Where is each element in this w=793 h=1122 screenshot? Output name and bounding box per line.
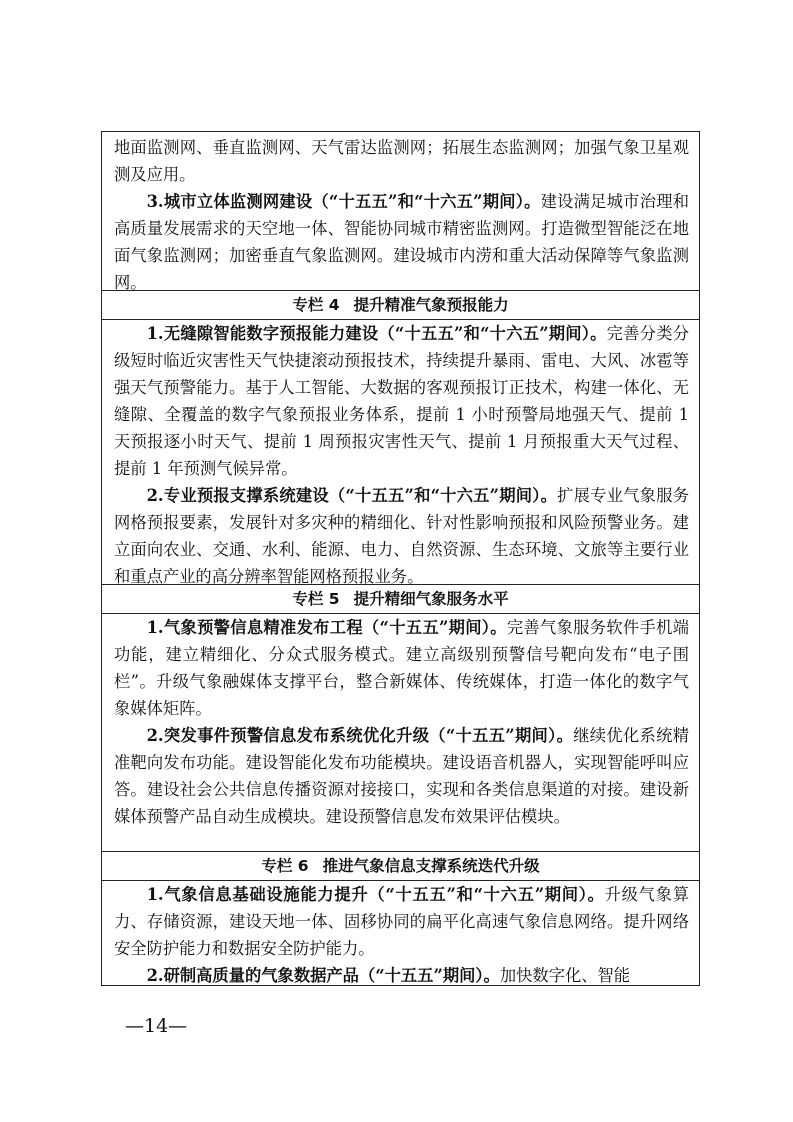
item-text: 完善分类分级短时临近灾害性天气快捷滚动预报技术，持续提升暴雨、雷电、大风、冰雹等强天气预警能力。基于人工智能、大数据的客观预报订正技术，构建一体化、无缝隙、全覆盖的数字气象预报业务体系，提前 1 小时预警局地强天气、提前 1 天预报逐小时天气、提前 1 周预报灾害性天气、提前 1 月预报重大天气过程、提前 1 年预测气候异常。: [114, 324, 689, 478]
paragraph: [114, 320, 689, 482]
item-text: 完善气象服务软件手机端功能，建立精细化、分众式服务模式。建立高级别预警信号靶向发布“电子围栏”。升级气象融媒体支撑平台，整合新媒体、传统媒体，打造一体化的数字气象媒体矩阵。: [114, 618, 689, 718]
section3-continuation: [102, 134, 699, 296]
item-title: 1.无缝隙智能数字预报能力建设（“十五五”和“十六五”期间）。: [146, 324, 607, 343]
item-title: 1.气象预警信息精准发布工程（“十五五”期间）。: [146, 618, 507, 637]
item-title: 2.专业预报支撑系统建设（“十五五”和“十六五”期间）。: [146, 486, 558, 505]
box-title: 提升精细气象服务水平: [353, 590, 509, 608]
page-number: —14—: [125, 1015, 188, 1037]
item-title: 2.突发事件预警信息发布系统优化升级（“十五五”期间）。: [146, 726, 574, 745]
item-text: 加快数字化、智能: [499, 966, 631, 985]
box-number: 专栏 4: [292, 296, 340, 314]
box-number: 专栏 5: [292, 590, 340, 608]
item-text: 升级气象算力、存储资源，建设天地一体、固移协同的扁平化高速气象信息网络。提升网络安全防护能力和数据安全防护能力。: [114, 885, 689, 958]
paragraph: [114, 188, 689, 296]
item-title: 1.气象信息基础设施能力提升（“十五五”和“十六五”期间）。: [146, 885, 605, 904]
box6-content: [102, 881, 699, 989]
box-title: 提升精准气象预报能力: [353, 296, 509, 314]
policy-table: [101, 131, 700, 986]
paragraph: [114, 881, 689, 962]
box6-header: [102, 851, 699, 881]
paragraph: [114, 962, 689, 989]
item-title: 2.研制高质量的气象数据产品（“十五五”期间）。: [146, 966, 500, 985]
item-text: 继续优化系统精准靶向发布功能。建设智能化发布功能模块。建设语音机器人，实现智能呼叫应答。建设社会公共信息传播资源对接接口，实现和各类信息渠道的对接。建设新媒体预警产品自动生成模块。建设预警信息发布效果评估模块。: [114, 726, 689, 826]
item-title: 3.城市立体监测网建设（“十五五”和“十六五”期间）。: [146, 192, 541, 211]
box4-header: [102, 290, 699, 320]
box4-content: [102, 320, 699, 590]
paragraph: [114, 482, 689, 590]
box-number: 专栏 6: [261, 857, 309, 875]
item-text: 建设满足城市治理和高质量发展需求的天空地一体、智能协同城市精密监测网。打造微型智能泛在地面气象监测网；加密垂直气象监测网。建设城市内涝和重大活动保障等气象监测网。: [114, 192, 689, 292]
item-text: 扩展专业气象服务网格预报要素，发展针对多灾种的精细化、针对性影响预报和风险预警业务。建立面向农业、交通、水利、能源、电力、自然资源、生态环境、文旅等主要行业和重点产业的高分辨率智能网格预报业务。: [114, 486, 689, 586]
box-title: 推进气象信息支撑系统迭代升级: [322, 857, 540, 875]
paragraph: [114, 614, 689, 722]
paragraph: 地面监测网、垂直监测网、天气雷达监测网；拓展生态监测网；加强气象卫星观测及应用。: [114, 138, 689, 184]
paragraph: [114, 722, 689, 830]
box5-content: [102, 614, 699, 830]
box5-header: [102, 584, 699, 614]
